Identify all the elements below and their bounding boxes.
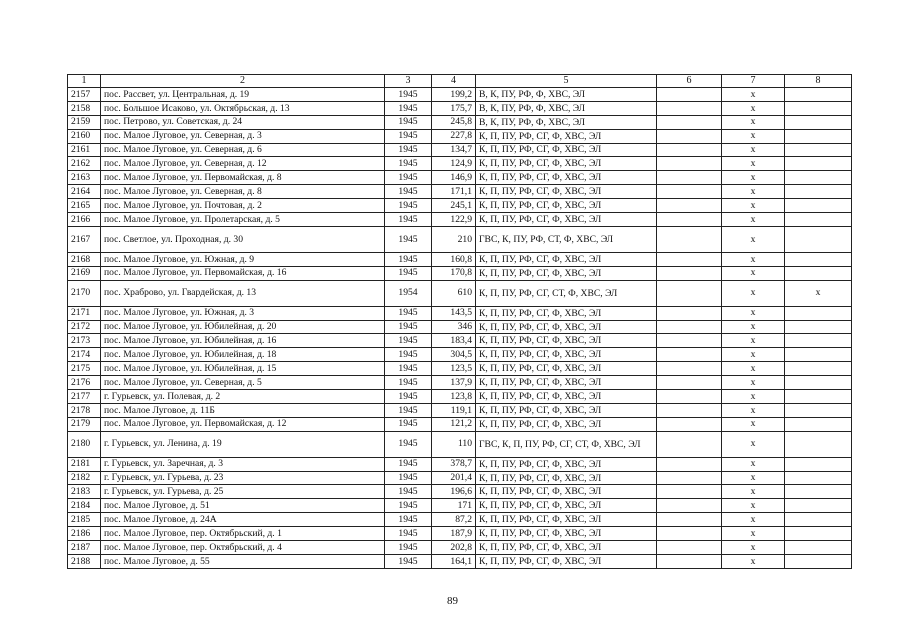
table-row (68, 252, 852, 266)
table-row (68, 171, 852, 185)
build-year-cell: 1945 (385, 417, 432, 431)
utilities-cell: К, П, ПУ, РФ, СГ, Ф, ХВС, ЭЛ (476, 199, 657, 213)
table-row (68, 334, 852, 348)
header-cell: 6 (657, 75, 722, 88)
address-cell: пос. Малое Луговое, ул. Северная, д. 12 (101, 157, 385, 171)
build-year-cell: 1945 (385, 390, 432, 404)
column-7-mark-cell: x (722, 101, 785, 115)
address-cell: пос. Храброво, ул. Гвардейская, д. 13 (101, 280, 385, 306)
table-row (68, 143, 852, 157)
column-7-mark-cell: x (722, 199, 785, 213)
area-cell: 171,1 (432, 185, 476, 199)
address-cell: пос. Малое Луговое, д. 24А (101, 513, 385, 527)
table-row (68, 541, 852, 555)
column-6-cell (657, 213, 722, 227)
column-7-mark-cell: x (722, 143, 785, 157)
area-cell: 164,1 (432, 554, 476, 568)
row-number-cell: 2166 (68, 213, 101, 227)
column-8-mark-cell (785, 226, 852, 252)
column-6-cell (657, 541, 722, 555)
utilities-cell: К, П, ПУ, РФ, СГ, Ф, ХВС, ЭЛ (476, 471, 657, 485)
column-6-cell (657, 457, 722, 471)
column-7-mark-cell: x (722, 390, 785, 404)
column-7-mark-cell: x (722, 362, 785, 376)
row-number-cell: 2184 (68, 499, 101, 513)
utilities-cell: К, П, ПУ, РФ, СГ, Ф, ХВС, ЭЛ (476, 129, 657, 143)
area-cell: 196,6 (432, 485, 476, 499)
row-number-cell: 2175 (68, 362, 101, 376)
table-row (68, 213, 852, 227)
column-8-mark-cell (785, 485, 852, 499)
utilities-cell: К, П, ПУ, РФ, СГ, Ф, ХВС, ЭЛ (476, 390, 657, 404)
area-cell: 137,9 (432, 376, 476, 390)
area-cell: 245,8 (432, 115, 476, 129)
column-7-mark-cell: x (722, 280, 785, 306)
row-number-cell: 2172 (68, 320, 101, 334)
area-cell: 199,2 (432, 88, 476, 102)
column-8-mark-cell (785, 320, 852, 334)
row-number-cell: 2162 (68, 157, 101, 171)
column-8-mark-cell (785, 306, 852, 320)
area-cell: 119,1 (432, 403, 476, 417)
header-cell: 1 (68, 75, 101, 88)
column-6-cell (657, 499, 722, 513)
utilities-cell: ГВС, К, ПУ, РФ, СТ, Ф, ХВС, ЭЛ (476, 226, 657, 252)
column-8-mark-cell (785, 129, 852, 143)
build-year-cell: 1945 (385, 306, 432, 320)
address-cell: г. Гурьевск, ул. Ленина, д. 19 (101, 431, 385, 457)
row-number-cell: 2185 (68, 513, 101, 527)
build-year-cell: 1945 (385, 129, 432, 143)
column-7-mark-cell: x (722, 554, 785, 568)
column-8-mark-cell (785, 143, 852, 157)
column-7-mark-cell: x (722, 157, 785, 171)
address-cell: пос. Малое Луговое, ул. Первомайская, д. 12 (101, 417, 385, 431)
area-cell: 187,9 (432, 527, 476, 541)
build-year-cell: 1945 (385, 471, 432, 485)
address-cell: г. Гурьевск, ул. Гурьева, д. 23 (101, 471, 385, 485)
row-number-cell: 2159 (68, 115, 101, 129)
table-row (68, 513, 852, 527)
utilities-cell: К, П, ПУ, РФ, СГ, Ф, ХВС, ЭЛ (476, 306, 657, 320)
utilities-cell: К, П, ПУ, РФ, СГ, Ф, ХВС, ЭЛ (476, 348, 657, 362)
table-row (68, 499, 852, 513)
column-6-cell (657, 348, 722, 362)
row-number-cell: 2158 (68, 101, 101, 115)
column-6-cell (657, 252, 722, 266)
column-8-mark-cell (785, 554, 852, 568)
row-number-cell: 2160 (68, 129, 101, 143)
column-7-mark-cell: x (722, 541, 785, 555)
build-year-cell: 1945 (385, 457, 432, 471)
area-cell: 122,9 (432, 213, 476, 227)
column-7-mark-cell: x (722, 471, 785, 485)
utilities-cell: К, П, ПУ, РФ, СГ, Ф, ХВС, ЭЛ (476, 541, 657, 555)
build-year-cell: 1945 (385, 376, 432, 390)
utilities-cell: В, К, ПУ, РФ, Ф, ХВС, ЭЛ (476, 101, 657, 115)
column-6-cell (657, 362, 722, 376)
column-7-mark-cell: x (722, 485, 785, 499)
column-8-mark-cell (785, 499, 852, 513)
area-cell: 171 (432, 499, 476, 513)
row-number-cell: 2169 (68, 266, 101, 280)
column-6-cell (657, 334, 722, 348)
column-6-cell (657, 171, 722, 185)
utilities-cell: К, П, ПУ, РФ, СГ, Ф, ХВС, ЭЛ (476, 252, 657, 266)
area-cell: 610 (432, 280, 476, 306)
area-cell: 146,9 (432, 171, 476, 185)
row-number-cell: 2183 (68, 485, 101, 499)
address-cell: пос. Петрово, ул. Советская, д. 24 (101, 115, 385, 129)
address-cell: пос. Малое Луговое, ул. Северная, д. 5 (101, 376, 385, 390)
address-cell: пос. Малое Луговое, ул. Пролетарская, д. 5 (101, 213, 385, 227)
area-cell: 210 (432, 226, 476, 252)
utilities-cell: К, П, ПУ, РФ, СГ, Ф, ХВС, ЭЛ (476, 485, 657, 499)
column-8-mark-cell (785, 527, 852, 541)
address-cell: пос. Малое Луговое, ул. Северная, д. 6 (101, 143, 385, 157)
column-7-mark-cell: x (722, 376, 785, 390)
column-6-cell (657, 554, 722, 568)
row-number-cell: 2167 (68, 226, 101, 252)
column-8-mark-cell (785, 541, 852, 555)
utilities-cell: К, П, ПУ, РФ, СГ, Ф, ХВС, ЭЛ (476, 499, 657, 513)
column-8-mark-cell: x (785, 280, 852, 306)
row-number-cell: 2165 (68, 199, 101, 213)
build-year-cell: 1945 (385, 101, 432, 115)
row-number-cell: 2181 (68, 457, 101, 471)
build-year-cell: 1945 (385, 320, 432, 334)
area-cell: 183,4 (432, 334, 476, 348)
address-cell: пос. Малое Луговое, ул. Юбилейная, д. 16 (101, 334, 385, 348)
column-7-mark-cell: x (722, 306, 785, 320)
column-6-cell (657, 143, 722, 157)
row-number-cell: 2186 (68, 527, 101, 541)
column-6-cell (657, 431, 722, 457)
header-cell: 4 (432, 75, 476, 88)
utilities-cell: К, П, ПУ, РФ, СГ, Ф, ХВС, ЭЛ (476, 457, 657, 471)
utilities-cell: К, П, ПУ, РФ, СГ, Ф, ХВС, ЭЛ (476, 213, 657, 227)
column-7-mark-cell: x (722, 457, 785, 471)
table-row (68, 376, 852, 390)
utilities-cell: К, П, ПУ, РФ, СГ, Ф, ХВС, ЭЛ (476, 403, 657, 417)
build-year-cell: 1945 (385, 213, 432, 227)
table-row (68, 306, 852, 320)
table-header-row (68, 75, 852, 88)
table-row (68, 101, 852, 115)
column-8-mark-cell (785, 513, 852, 527)
address-cell: пос. Малое Луговое, пер. Октябрьский, д. 4 (101, 541, 385, 555)
utilities-cell: К, П, ПУ, РФ, СГ, Ф, ХВС, ЭЛ (476, 376, 657, 390)
build-year-cell: 1945 (385, 527, 432, 541)
address-cell: пос. Малое Луговое, д. 11Б (101, 403, 385, 417)
build-year-cell: 1945 (385, 88, 432, 102)
column-8-mark-cell (785, 471, 852, 485)
table-row (68, 527, 852, 541)
utilities-cell: К, П, ПУ, РФ, СГ, Ф, ХВС, ЭЛ (476, 143, 657, 157)
area-cell: 227,8 (432, 129, 476, 143)
row-number-cell: 2187 (68, 541, 101, 555)
area-cell: 124,9 (432, 157, 476, 171)
column-8-mark-cell (785, 252, 852, 266)
area-cell: 110 (432, 431, 476, 457)
address-cell: пос. Светлое, ул. Проходная, д. 30 (101, 226, 385, 252)
address-cell: пос. Малое Луговое, д. 51 (101, 499, 385, 513)
address-cell: пос. Малое Луговое, ул. Южная, д. 9 (101, 252, 385, 266)
column-8-mark-cell (785, 348, 852, 362)
utilities-cell: К, П, ПУ, РФ, СГ, Ф, ХВС, ЭЛ (476, 527, 657, 541)
row-number-cell: 2173 (68, 334, 101, 348)
row-number-cell: 2182 (68, 471, 101, 485)
column-8-mark-cell (785, 171, 852, 185)
column-6-cell (657, 185, 722, 199)
build-year-cell: 1945 (385, 362, 432, 376)
table-row (68, 88, 852, 102)
utilities-cell: К, П, ПУ, РФ, СГ, Ф, ХВС, ЭЛ (476, 320, 657, 334)
utilities-cell: ГВС, К, П, ПУ, РФ, СГ, СТ, Ф, ХВС, ЭЛ (476, 431, 657, 457)
column-6-cell (657, 471, 722, 485)
column-7-mark-cell: x (722, 185, 785, 199)
header-cell: 2 (101, 75, 385, 88)
column-8-mark-cell (785, 266, 852, 280)
column-7-mark-cell: x (722, 171, 785, 185)
build-year-cell: 1945 (385, 554, 432, 568)
column-6-cell (657, 129, 722, 143)
build-year-cell: 1945 (385, 199, 432, 213)
build-year-cell: 1945 (385, 171, 432, 185)
table-row (68, 226, 852, 252)
address-cell: пос. Малое Луговое, ул. Юбилейная, д. 15 (101, 362, 385, 376)
area-cell: 123,8 (432, 390, 476, 404)
build-year-cell: 1945 (385, 485, 432, 499)
table-row (68, 471, 852, 485)
header-cell: 7 (722, 75, 785, 88)
column-7-mark-cell: x (722, 348, 785, 362)
area-cell: 201,4 (432, 471, 476, 485)
column-8-mark-cell (785, 185, 852, 199)
column-8-mark-cell (785, 403, 852, 417)
row-number-cell: 2170 (68, 280, 101, 306)
table-row (68, 390, 852, 404)
column-8-mark-cell (785, 457, 852, 471)
area-cell: 143,5 (432, 306, 476, 320)
address-cell: пос. Большое Исаково, ул. Октябрьская, д. 13 (101, 101, 385, 115)
column-8-mark-cell (785, 88, 852, 102)
utilities-cell: К, П, ПУ, РФ, СГ, Ф, ХВС, ЭЛ (476, 171, 657, 185)
column-6-cell (657, 306, 722, 320)
header-cell: 3 (385, 75, 432, 88)
address-cell: пос. Малое Луговое, ул. Северная, д. 3 (101, 129, 385, 143)
column-7-mark-cell: x (722, 513, 785, 527)
address-cell: пос. Малое Луговое, ул. Первомайская, д. 8 (101, 171, 385, 185)
build-year-cell: 1945 (385, 157, 432, 171)
area-cell: 170,8 (432, 266, 476, 280)
column-8-mark-cell (785, 115, 852, 129)
column-7-mark-cell: x (722, 417, 785, 431)
column-7-mark-cell: x (722, 431, 785, 457)
utilities-cell: К, П, ПУ, РФ, СГ, Ф, ХВС, ЭЛ (476, 185, 657, 199)
column-7-mark-cell: x (722, 129, 785, 143)
column-7-mark-cell: x (722, 226, 785, 252)
utilities-cell: К, П, ПУ, РФ, СГ, Ф, ХВС, ЭЛ (476, 334, 657, 348)
area-cell: 346 (432, 320, 476, 334)
address-cell: пос. Малое Луговое, ул. Почтовая, д. 2 (101, 199, 385, 213)
row-number-cell: 2168 (68, 252, 101, 266)
build-year-cell: 1945 (385, 513, 432, 527)
row-number-cell: 2188 (68, 554, 101, 568)
utilities-cell: К, П, ПУ, РФ, СГ, Ф, ХВС, ЭЛ (476, 417, 657, 431)
header-cell: 8 (785, 75, 852, 88)
row-number-cell: 2174 (68, 348, 101, 362)
table-row (68, 157, 852, 171)
column-7-mark-cell: x (722, 115, 785, 129)
column-8-mark-cell (785, 213, 852, 227)
column-6-cell (657, 403, 722, 417)
address-cell: г. Гурьевск, ул. Заречная, д. 3 (101, 457, 385, 471)
build-year-cell: 1945 (385, 252, 432, 266)
column-7-mark-cell: x (722, 320, 785, 334)
column-8-mark-cell (785, 334, 852, 348)
build-year-cell: 1945 (385, 348, 432, 362)
column-6-cell (657, 199, 722, 213)
row-number-cell: 2180 (68, 431, 101, 457)
column-6-cell (657, 115, 722, 129)
column-8-mark-cell (785, 376, 852, 390)
column-7-mark-cell: x (722, 213, 785, 227)
table-row (68, 485, 852, 499)
column-8-mark-cell (785, 417, 852, 431)
column-7-mark-cell: x (722, 527, 785, 541)
row-number-cell: 2163 (68, 171, 101, 185)
utilities-cell: К, П, ПУ, РФ, СГ, Ф, ХВС, ЭЛ (476, 554, 657, 568)
column-6-cell (657, 513, 722, 527)
table-row (68, 280, 852, 306)
utilities-cell: К, П, ПУ, РФ, СГ, СТ, Ф, ХВС, ЭЛ (476, 280, 657, 306)
build-year-cell: 1954 (385, 280, 432, 306)
table-row (68, 348, 852, 362)
column-6-cell (657, 157, 722, 171)
build-year-cell: 1945 (385, 115, 432, 129)
row-number-cell: 2179 (68, 417, 101, 431)
area-cell: 378,7 (432, 457, 476, 471)
column-7-mark-cell: x (722, 334, 785, 348)
address-cell: пос. Малое Луговое, ул. Северная, д. 8 (101, 185, 385, 199)
row-number-cell: 2161 (68, 143, 101, 157)
row-number-cell: 2157 (68, 88, 101, 102)
address-cell: пос. Рассвет, ул. Центральная, д. 19 (101, 88, 385, 102)
column-6-cell (657, 280, 722, 306)
area-cell: 245,1 (432, 199, 476, 213)
build-year-cell: 1945 (385, 185, 432, 199)
column-8-mark-cell (785, 362, 852, 376)
address-cell: г. Гурьевск, ул. Полевая, д. 2 (101, 390, 385, 404)
column-7-mark-cell: x (722, 403, 785, 417)
column-8-mark-cell (785, 199, 852, 213)
build-year-cell: 1945 (385, 334, 432, 348)
area-cell: 202,8 (432, 541, 476, 555)
column-6-cell (657, 417, 722, 431)
column-6-cell (657, 376, 722, 390)
build-year-cell: 1945 (385, 541, 432, 555)
area-cell: 134,7 (432, 143, 476, 157)
table-row (68, 199, 852, 213)
column-6-cell (657, 527, 722, 541)
header-cell: 5 (476, 75, 657, 88)
build-year-cell: 1945 (385, 403, 432, 417)
column-7-mark-cell: x (722, 499, 785, 513)
table-row (68, 185, 852, 199)
address-cell: пос. Малое Луговое, ул. Южная, д. 3 (101, 306, 385, 320)
area-cell: 175,7 (432, 101, 476, 115)
column-8-mark-cell (785, 431, 852, 457)
utilities-cell: К, П, ПУ, РФ, СГ, Ф, ХВС, ЭЛ (476, 266, 657, 280)
row-number-cell: 2176 (68, 376, 101, 390)
area-cell: 121,2 (432, 417, 476, 431)
column-7-mark-cell: x (722, 252, 785, 266)
address-cell: пос. Малое Луговое, ул. Юбилейная, д. 20 (101, 320, 385, 334)
table-row (68, 431, 852, 457)
column-7-mark-cell: x (722, 88, 785, 102)
address-cell: пос. Малое Луговое, д. 55 (101, 554, 385, 568)
table-row (68, 362, 852, 376)
address-cell: пос. Малое Луговое, ул. Юбилейная, д. 18 (101, 348, 385, 362)
table-row (68, 554, 852, 568)
row-number-cell: 2171 (68, 306, 101, 320)
utilities-cell: В, К, ПУ, РФ, Ф, ХВС, ЭЛ (476, 88, 657, 102)
row-number-cell: 2178 (68, 403, 101, 417)
column-8-mark-cell (785, 157, 852, 171)
column-6-cell (657, 88, 722, 102)
utilities-cell: К, П, ПУ, РФ, СГ, Ф, ХВС, ЭЛ (476, 362, 657, 376)
table-row (68, 129, 852, 143)
build-year-cell: 1945 (385, 143, 432, 157)
column-6-cell (657, 485, 722, 499)
build-year-cell: 1945 (385, 226, 432, 252)
build-year-cell: 1945 (385, 266, 432, 280)
table-row (68, 115, 852, 129)
area-cell: 160,8 (432, 252, 476, 266)
area-cell: 87,2 (432, 513, 476, 527)
column-6-cell (657, 266, 722, 280)
page-number: 89 (447, 595, 458, 607)
utilities-cell: К, П, ПУ, РФ, СГ, Ф, ХВС, ЭЛ (476, 513, 657, 527)
address-cell: пос. Малое Луговое, ул. Первомайская, д. 16 (101, 266, 385, 280)
row-number-cell: 2164 (68, 185, 101, 199)
column-8-mark-cell (785, 101, 852, 115)
row-number-cell: 2177 (68, 390, 101, 404)
build-year-cell: 1945 (385, 431, 432, 457)
table-row (68, 266, 852, 280)
address-cell: г. Гурьевск, ул. Гурьева, д. 25 (101, 485, 385, 499)
address-cell: пос. Малое Луговое, пер. Октябрьский, д. 1 (101, 527, 385, 541)
column-7-mark-cell: x (722, 266, 785, 280)
table-row (68, 320, 852, 334)
column-6-cell (657, 101, 722, 115)
build-year-cell: 1945 (385, 499, 432, 513)
column-6-cell (657, 390, 722, 404)
utilities-cell: В, К, ПУ, РФ, Ф, ХВС, ЭЛ (476, 115, 657, 129)
column-6-cell (657, 226, 722, 252)
column-6-cell (657, 320, 722, 334)
registry-table (67, 74, 852, 569)
column-8-mark-cell (785, 390, 852, 404)
table-row (68, 457, 852, 471)
table-row (68, 403, 852, 417)
area-cell: 123,5 (432, 362, 476, 376)
utilities-cell: К, П, ПУ, РФ, СГ, Ф, ХВС, ЭЛ (476, 157, 657, 171)
area-cell: 304,5 (432, 348, 476, 362)
table-row (68, 417, 852, 431)
